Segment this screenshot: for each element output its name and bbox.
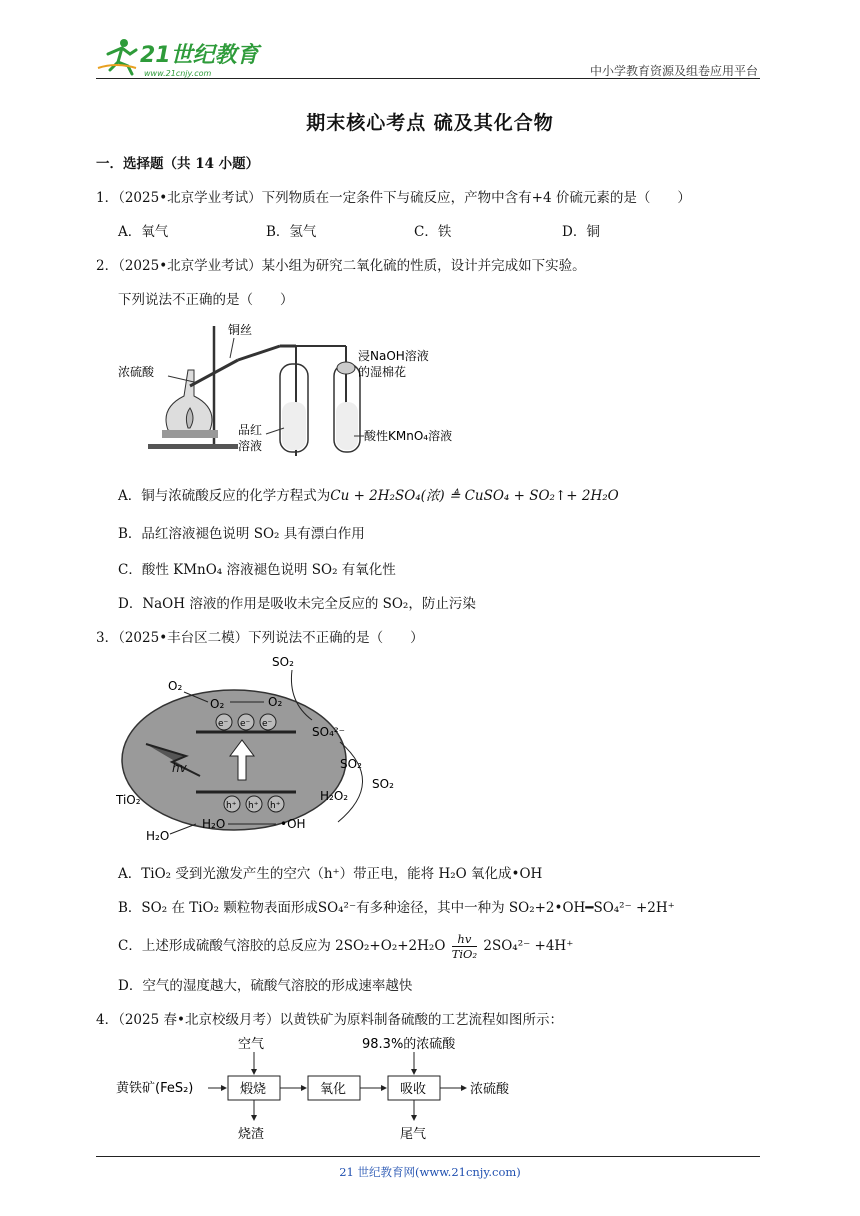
label-naoh: 浸NaOH溶液 (358, 349, 429, 363)
logo-url: www.21cnjy.com (144, 69, 212, 78)
svg-text:烧渣: 烧渣 (238, 1127, 265, 1142)
svg-text:氧化: 氧化 (320, 1082, 347, 1097)
runner-icon (98, 39, 136, 74)
label-conc-acid: 浓硫酸 (118, 365, 155, 379)
q3-stem: 3．（2025•丰台区二模）下列说法不正确的是（ ） (96, 630, 424, 646)
svg-text:hv: hv (172, 761, 187, 775)
q2-apparatus-figure (118, 316, 478, 466)
svg-text:SO₂: SO₂ (340, 757, 362, 771)
q1-option-c: C．铁 (414, 224, 452, 240)
header-divider (96, 78, 760, 79)
q3-option-c: C．上述形成硫酸气溶胶的总反应为 2SO₂+O₂+2H₂O hv TiO₂ 2SO₄²⁻ +4H⁺ (118, 932, 574, 961)
q2-substem: 下列说法不正确的是（ ） (118, 292, 294, 308)
svg-text:浓硫酸: 浓硫酸 (470, 1082, 510, 1097)
label-copper-wire: 铜丝 (228, 323, 253, 337)
svg-text:O₂: O₂ (210, 697, 225, 711)
svg-text:吸收: 吸收 (400, 1082, 427, 1097)
q4-process-flow (116, 1032, 526, 1144)
q3-tio2-figure (116, 652, 406, 848)
svg-text:H₂O: H₂O (146, 829, 170, 843)
logo-text: 21世纪教育 (140, 43, 259, 68)
q2-option-c: C．酸性 KMnO₄ 溶液褪色说明 SO₂ 有氧化性 (118, 562, 396, 578)
svg-text:O₂: O₂ (268, 695, 283, 709)
q2-option-a: A．铜与浓硫酸反应的化学方程式为Cu + 2H₂SO₄(浓) ≜ CuSO₄ + SO₂↑+ 2H₂O (118, 488, 619, 504)
q4-stem: 4．（2025 春•北京校级月考）以黄铁矿为原料制备硫酸的工艺流程如图所示： (96, 1012, 563, 1028)
svg-text:e⁻: e⁻ (218, 719, 229, 729)
q1-option-a: A．氧气 (118, 224, 169, 240)
svg-text:SO₂: SO₂ (372, 777, 394, 791)
svg-text:黄铁矿(FeS₂): 黄铁矿(FeS₂) (116, 1081, 194, 1096)
platform-name: 中小学教育资源及组卷应用平台 (589, 64, 758, 78)
svg-text:SO₄²⁻: SO₄²⁻ (312, 725, 346, 739)
q1-option-b: B．氢气 (266, 224, 317, 240)
label-pinhong-2: 溶液 (238, 439, 263, 453)
svg-text:SO₂: SO₂ (272, 655, 294, 669)
svg-text:H₂O₂: H₂O₂ (320, 789, 349, 803)
svg-text:空气: 空气 (238, 1037, 265, 1052)
footer-divider (96, 1156, 760, 1157)
svg-text:98.3%的浓硫酸: 98.3%的浓硫酸 (362, 1037, 456, 1052)
svg-text:h⁺: h⁺ (248, 801, 259, 811)
svg-text:•OH: •OH (280, 817, 306, 831)
label-pinhong-1: 品红 (238, 423, 263, 437)
section-heading: 一．选择题（共 14 小题） (96, 156, 260, 172)
svg-text:h⁺: h⁺ (226, 801, 237, 811)
site-logo (96, 34, 266, 80)
label-kmno4: 酸性KMnO₄溶液 (364, 429, 453, 443)
svg-text:e⁻: e⁻ (262, 719, 273, 729)
svg-text:尾气: 尾气 (400, 1127, 427, 1142)
page-title: 期末核心考点 硫及其化合物 (306, 112, 554, 134)
svg-text:h⁺: h⁺ (270, 801, 281, 811)
svg-text:e⁻: e⁻ (240, 719, 251, 729)
q3-option-b: B．SO₂ 在 TiO₂ 颗粒物表面形成SO₄²⁻有多种途径，其中一种为 SO₂+2•OH━SO₄²⁻ +2H⁺ (118, 900, 675, 916)
footer-link[interactable]: 21 世纪教育网(www.21cnjy.com) (339, 1165, 521, 1179)
q1-option-d: D．铜 (562, 224, 600, 240)
q2-stem: 2．（2025•北京学业考试）某小组为研究二氧化硫的性质，设计并完成如下实验。 (96, 258, 586, 274)
svg-text:TiO₂: TiO₂ (116, 793, 141, 807)
q2-option-b: B．品红溶液褪色说明 SO₂ 具有漂白作用 (118, 526, 365, 542)
svg-text:H₂O: H₂O (202, 817, 226, 831)
q2-option-d: D．NaOH 溶液的作用是吸收未完全反应的 SO₂，防止污染 (118, 596, 476, 612)
svg-text:煅烧: 煅烧 (240, 1082, 267, 1097)
q3-option-a: A．TiO₂ 受到光激发产生的空穴（h⁺）带正电，能将 H₂O 氧化成•OH (118, 866, 543, 882)
svg-text:O₂: O₂ (168, 679, 183, 693)
q3-option-d: D．空气的湿度越大，硫酸气溶胶的形成速率越快 (118, 978, 413, 994)
q1-stem: 1．（2025•北京学业考试）下列物质在一定条件下与硫反应，产物中含有+4 价硫元素的是（ ） (96, 190, 691, 206)
label-cotton: 的湿棉花 (358, 365, 407, 379)
